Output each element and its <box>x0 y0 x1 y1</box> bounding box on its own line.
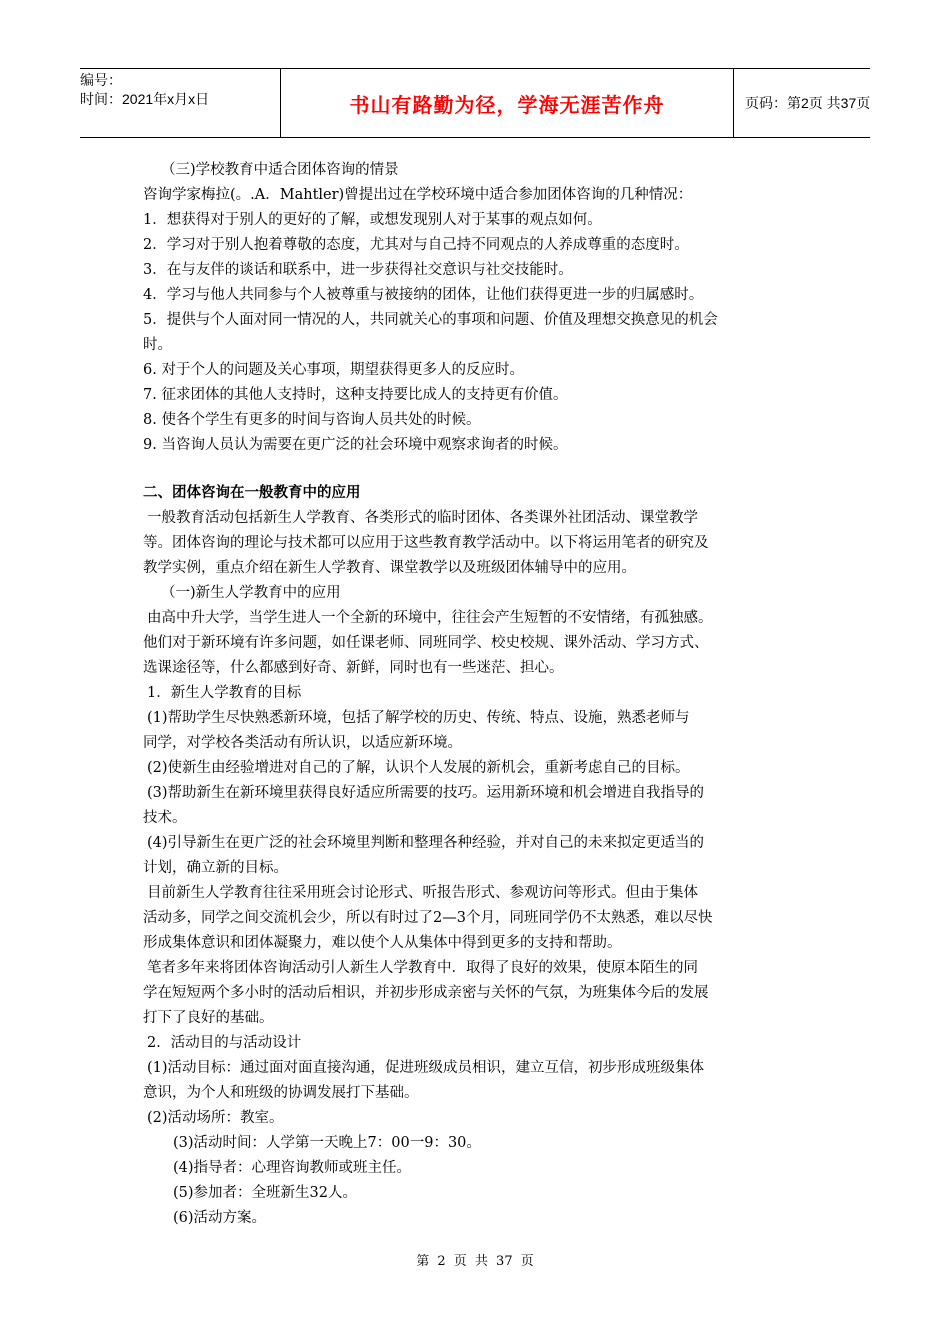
list-item: 8. 使各个学生有更多的时间与咨询人员共处的时候。 <box>143 412 481 428</box>
list-item: (5)参加者：全班新生32人。 <box>173 1185 357 1201</box>
paragraph-line: 打下了良好的基础。 <box>143 1010 274 1026</box>
list-item: (1)活动目标：通过面对面直接沟通，促进班级成员相识，建立互信，初步形成班级集体 <box>147 1060 705 1076</box>
list-item: 1．想获得对于别人的更好的了解，或想发现别人对于某事的观点如何。 <box>143 212 602 228</box>
page-header <box>80 68 870 138</box>
list-item: 3．在与友伴的谈话和联系中，进一步获得社交意识与社交技能时。 <box>143 262 573 278</box>
list-item: (2)活动场所：教室。 <box>147 1110 284 1126</box>
list-item-continuation: 时。 <box>143 337 172 353</box>
list-item: 9. 当咨询人员认为需要在更广泛的社会环境中观察求询者的时候。 <box>143 437 568 453</box>
list-item: (3)帮助新生在新环境里获得良好适应所需要的技巧。运用新环境和机会增进自我指导的 <box>147 785 705 801</box>
list-item: (3)活动时间：人学第一天晚上7：00一9：30。 <box>173 1135 481 1151</box>
subheading: 1．新生人学教育的目标 <box>147 685 302 701</box>
subsection-title: （一)新生人学教育中的应用 <box>161 585 341 601</box>
list-item-continuation: 意识，为个人和班级的协调发展打下基础。 <box>143 1085 419 1101</box>
paragraph-line: 咨询学家梅拉(。.A．Mahtler)曾提出过在学校环境中适合参加团体咨询的几种情况： <box>143 187 693 203</box>
subheading: 2．活动目的与活动设计 <box>147 1035 302 1051</box>
list-item: (2)使新生由经验增进对自己的了解，认识个人发展的新机会，重新考虑自己的目标。 <box>147 760 690 776</box>
subsection-title: （三)学校教育中适合团体咨询的情景 <box>161 162 399 178</box>
section-heading: 二、团体咨询在一般教育中的应用 <box>143 485 361 501</box>
list-item-continuation: 计划，确立新的目标。 <box>143 860 288 876</box>
paragraph-line: 一般教育活动包括新生人学教育、各类形式的临时团体、各类课外社团活动、课堂教学 <box>147 510 698 526</box>
paragraph-line: 选课途径等，什么都感到好奇、新鲜，同时也有一些迷茫、担心。 <box>143 660 564 676</box>
list-item: (6)活动方案。 <box>173 1210 267 1226</box>
paragraph-line: 学在短短两个多小时的活动后相识，并初步形成亲密与关怀的气氛，为班集体今后的发展 <box>143 985 709 1001</box>
paragraph-line: 活动多，同学之间交流机会少，所以有时过了2—3个月，同班同学仍不太熟悉，难以尽快 <box>143 910 713 926</box>
list-item: 4．学习与他人共同参与个人被尊重与被接纳的团体，让他们获得更进一步的归属感时。 <box>143 287 704 303</box>
paragraph-line: 教学实例，重点介绍在新生人学教育、课堂教学以及班级团体辅导中的应用。 <box>143 560 636 576</box>
list-item: (4)引导新生在更广泛的社会环境里判断和整理各种经验，并对自己的未来拟定更适当的 <box>147 835 705 851</box>
page-code: 页码：第2页 共37页 <box>745 95 871 111</box>
date-label: 时间：2021年x月x日 <box>80 91 210 107</box>
paragraph-line: 笔者多年来将团体咨询活动引人新生人学教育中．取得了良好的效果，使原本陌生的同 <box>147 960 698 976</box>
header-page-code <box>733 69 882 137</box>
list-item: 6. 对于个人的问题及关心事项，期望获得更多人的反应时。 <box>143 362 524 378</box>
list-item: 2．学习对于别人抱着尊敬的态度，尤其对与自己持不同观点的人养成尊重的态度时。 <box>143 237 689 253</box>
document-body <box>143 158 813 1231</box>
list-item: (4)指导者：心理咨询教师或班主任。 <box>173 1160 412 1176</box>
paragraph-line: 等。团体咨询的理论与技术都可以应用于这些教育教学活动中。以下将运用笔者的研究及 <box>143 535 709 551</box>
header-motto-cell <box>280 69 734 137</box>
page-footer: 第 2 页 共 37 页 <box>416 1254 534 1269</box>
list-item: 5．提供与个人面对同一情况的人，共同就关心的事项和问题、价值及理想交换意见的机会 <box>143 312 718 328</box>
list-item-continuation: 技术。 <box>143 810 187 826</box>
paragraph-line: 由高中升大学，当学生进人一个全新的环境中，往往会产生短暂的不安情绪，有孤独感。 <box>147 610 713 626</box>
motto: 书山有路勤为径，学海无涯苦作舟 <box>349 92 665 117</box>
spacer <box>143 458 813 481</box>
list-item: (1)帮助学生尽快熟悉新环境，包括了解学校的历史、传统、特点、设施，熟悉老师与 <box>147 710 690 726</box>
paragraph-line: 形成集体意识和团体凝聚力，难以使个人从集体中得到更多的支持和帮助。 <box>143 935 622 951</box>
paragraph-line: 他们对于新环境有许多问题，如任课老师、同班同学、校史校规、课外活动、学习方式、 <box>143 635 709 651</box>
header-meta <box>80 69 280 139</box>
serial-label: 编号： <box>80 72 122 88</box>
list-item: 7. 征求团体的其他人支持时，这种支持要比成人的支持更有价值。 <box>143 387 568 403</box>
paragraph-line: 目前新生人学教育往往采用班会讨论形式、听报告形式、参观访问等形式。但由于集体 <box>147 885 698 901</box>
list-item-continuation: 同学，对学校各类活动有所认识，以适应新环境。 <box>143 735 462 751</box>
